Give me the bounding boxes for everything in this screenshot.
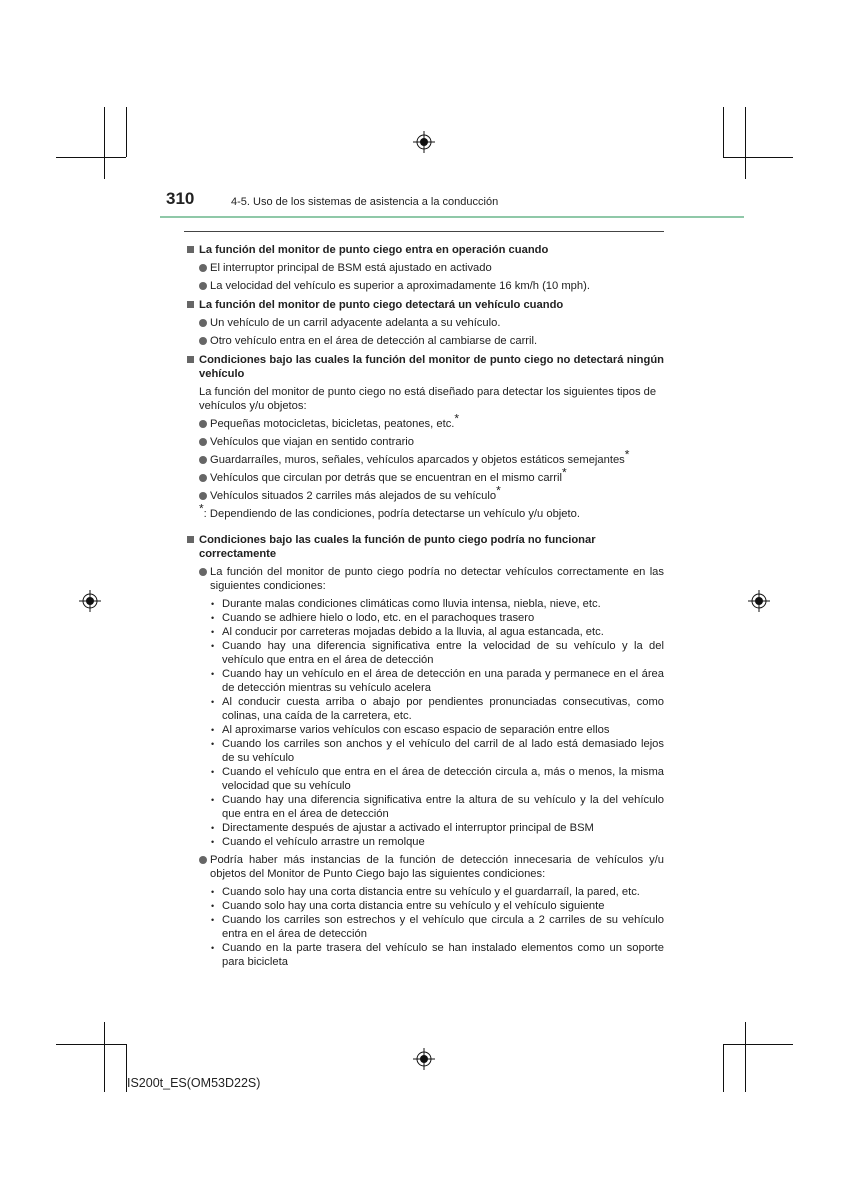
sub-list-item: • Cuando hay un vehículo en el área de detección en una parada y permanece en el área de detección mientras su vehículo acelera <box>210 667 664 695</box>
header-divider <box>160 216 744 218</box>
list-item: La velocidad del vehículo es superior a aproximadamente 16 km/h (10 mph). <box>186 279 664 293</box>
asterisk-mark: * <box>496 483 501 498</box>
crop-mark <box>723 1044 793 1045</box>
sub-list <box>210 885 664 969</box>
asterisk-mark: * <box>561 465 567 480</box>
content-divider <box>184 231 664 232</box>
list-item: Un vehículo de un carril adyacente adelanta a su vehículo. <box>186 316 664 330</box>
list-item <box>186 465 664 485</box>
sub-list-item: • Durante malas condiciones climáticas como lluvia intensa, niebla, nieve, etc. <box>210 597 664 611</box>
page-content <box>186 238 664 971</box>
list-item <box>186 483 664 503</box>
footnote-text: : Dependiendo de las condiciones, podría detectarse un vehículo y/u objeto. <box>203 508 580 520</box>
sub-list-item: • Cuando solo hay una corta distancia entre su vehículo y el guardarraíl, la pared, etc. <box>210 885 664 899</box>
sub-list-item: • Cuando solo hay una corta distancia entre su vehículo y el vehículo siguiente <box>210 899 664 913</box>
section-heading: La función del monitor de punto ciego entra en operación cuando <box>186 243 664 257</box>
list-item: Otro vehículo entra en el área de detección al cambiarse de carril. <box>186 334 664 348</box>
sub-list-item: • Al conducir cuesta arriba o abajo por pendientes pronunciadas consecutivas, como colinas, una caída de la carretera, etc. <box>210 695 664 723</box>
registration-mark-icon <box>413 131 435 153</box>
registration-mark-icon <box>79 590 101 612</box>
list-item <box>186 447 664 467</box>
section-heading: La función del monitor de punto ciego detectará un vehículo cuando <box>186 298 664 312</box>
page-number: 310 <box>166 189 195 208</box>
list-item-text: Pequeñas motocicletas, bicicletas, peatones, etc. <box>210 418 455 430</box>
crop-mark <box>104 107 105 179</box>
asterisk-mark: * <box>454 411 460 426</box>
list-item: El interruptor principal de BSM está ajustado en activado <box>186 261 664 275</box>
list-item-text: Guardarraíles, muros, señales, vehículos aparcados y objetos estáticos semejantes <box>210 454 625 466</box>
list-item: Vehículos que viajan en sentido contrario <box>186 435 664 449</box>
footnote-mark: * <box>199 501 204 516</box>
list-item: Podría haber más instancias de la función de detección innecesaria de vehículos y/u objetos del Monitor de Punto Ciego bajo las siguientes condiciones: <box>186 853 664 881</box>
section-heading: Condiciones bajo las cuales la función de punto ciego podría no funcionar correctamente <box>186 533 664 561</box>
registration-mark-icon <box>413 1048 435 1070</box>
chapter-title: 4-5. Uso de los sistemas de asistencia a la conducción <box>231 196 499 208</box>
crop-mark <box>723 107 724 157</box>
section-intro: La función del monitor de punto ciego no está diseñado para detectar los siguientes tipos de vehículos y/u objetos: <box>199 386 657 412</box>
list-item-text: Vehículos situados 2 carriles más alejados de su vehículo <box>210 490 497 502</box>
sub-list-item: • Al conducir por carreteras mojadas debido a la lluvia, al agua estancada, etc. <box>210 625 664 639</box>
asterisk-mark: * <box>624 447 630 462</box>
crop-mark <box>56 1044 126 1045</box>
footnote <box>186 501 664 521</box>
sub-list-item: • Directamente después de ajustar a activado el interruptor principal de BSM <box>210 821 664 835</box>
crop-mark <box>104 1022 105 1092</box>
crop-mark <box>745 1022 746 1092</box>
sub-list-item: • Al aproximarse varios vehículos con escaso espacio de separación entre ellos <box>210 723 664 737</box>
crop-mark <box>723 157 793 158</box>
sub-list-item: • Cuando en la parte trasera del vehículo se han instalado elementos como un soporte para bicicleta <box>210 941 664 969</box>
sub-list-item: • Cuando se adhiere hielo o lodo, etc. en el parachoques trasero <box>210 611 664 625</box>
list-item: La función del monitor de punto ciego podría no detectar vehículos correctamente en las siguientes condiciones: <box>186 565 664 593</box>
list-item <box>186 411 664 431</box>
document-code: IS200t_ES(OM53D22S) <box>127 1076 261 1090</box>
sub-list-item: • Cuando el vehículo arrastre un remolque <box>210 835 664 849</box>
crop-mark <box>745 107 746 179</box>
crop-mark <box>126 107 127 157</box>
sub-list <box>210 597 664 849</box>
sub-list-item: • Cuando hay una diferencia significativa entre la altura de su vehículo y la del vehículo que entra en el área de detección <box>210 793 664 821</box>
list-item-text: Vehículos que circulan por detrás que se encuentran en el mismo carril <box>210 472 562 484</box>
crop-mark <box>56 157 126 158</box>
crop-mark <box>723 1044 724 1092</box>
section-heading: Condiciones bajo las cuales la función del monitor de punto ciego no detectará ningún vehículo <box>186 353 664 381</box>
sub-list-item: • Cuando el vehículo que entra en el área de detección circula a, más o menos, la misma velocidad que su vehículo <box>210 765 664 793</box>
sub-list-item: • Cuando los carriles son anchos y el vehículo del carril de al lado está demasiado lejos de su vehículo <box>210 737 664 765</box>
sub-list-item: • Cuando los carriles son estrechos y el vehículo que circula a 2 carriles de su vehículo entra en el área de detección <box>210 913 664 941</box>
registration-mark-icon <box>748 590 770 612</box>
sub-list-item: • Cuando hay una diferencia significativa entre la velocidad de su vehículo y la del vehículo que entra en el área de detección <box>210 639 664 667</box>
